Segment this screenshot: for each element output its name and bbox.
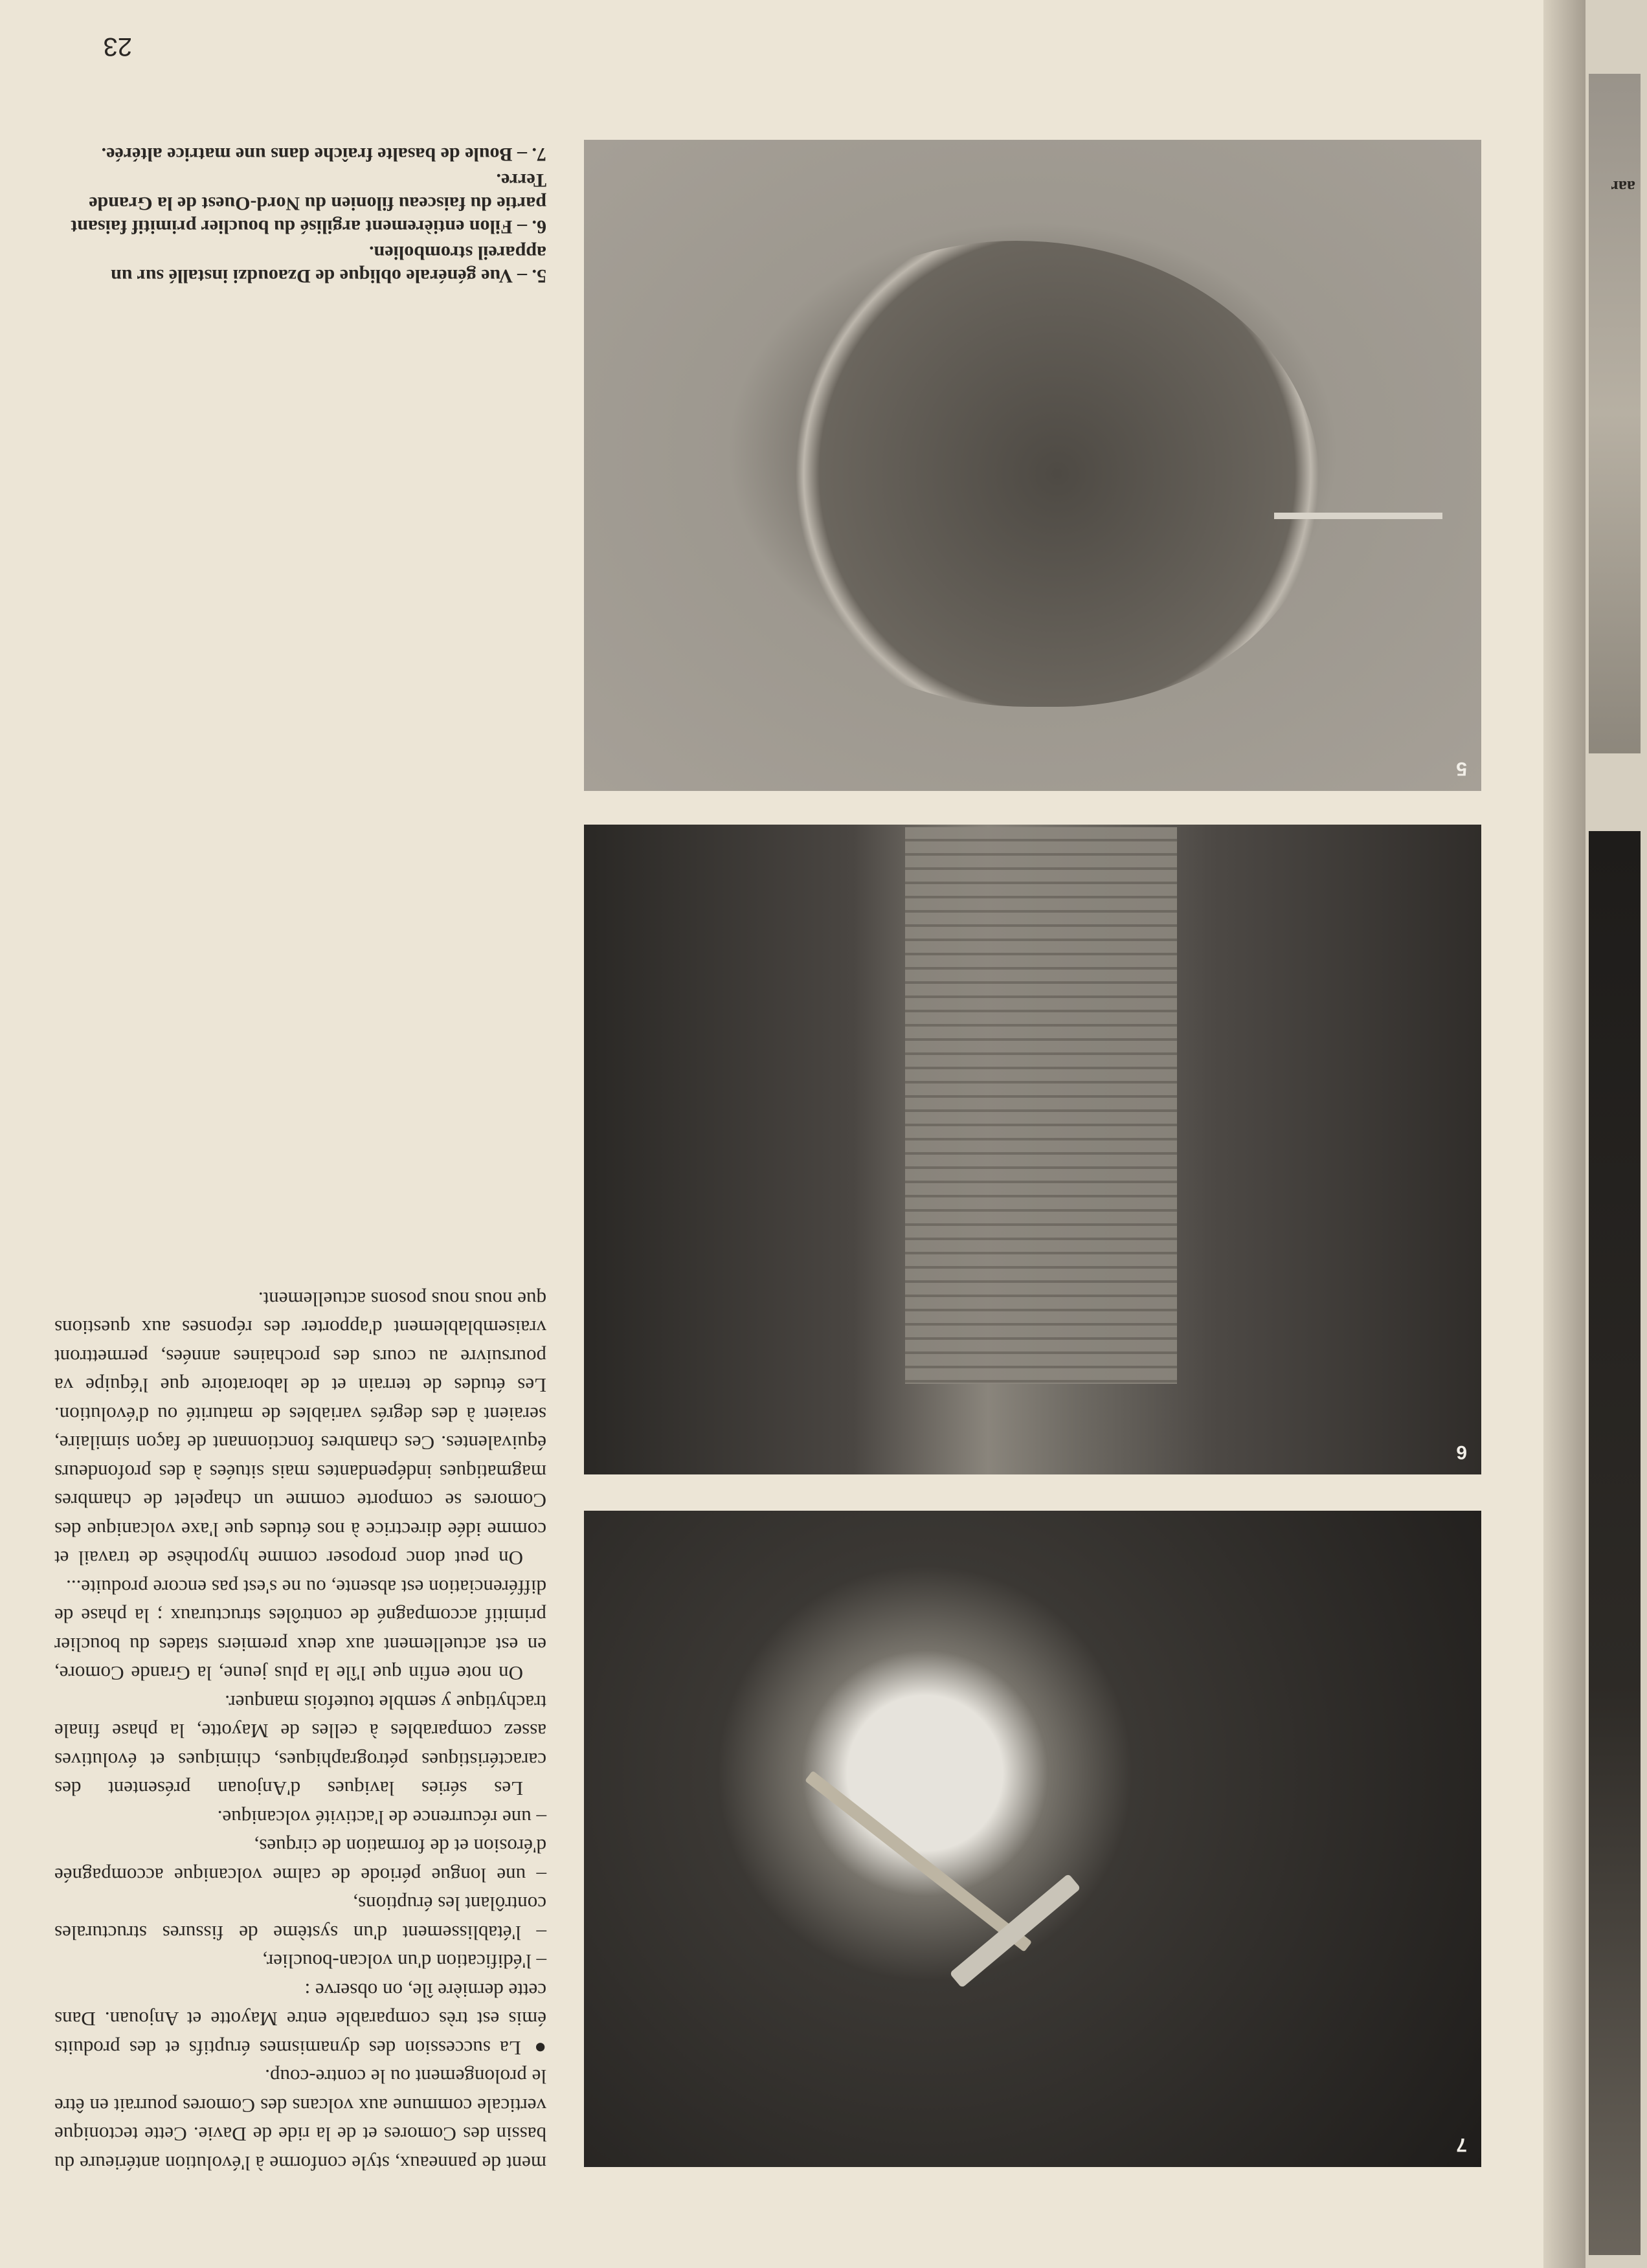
photo-clay-dike	[584, 825, 1481, 1474]
caption: 5. – Vue générale oblique de Dzaoudzi installé sur un appareil strombolien.	[111, 242, 546, 287]
hammer-head	[949, 1873, 1081, 1988]
facing-page-photo	[1589, 831, 1641, 2255]
facing-page-text: aar	[1611, 177, 1635, 196]
photo-basalt-boulder	[584, 1511, 1481, 2167]
hammer-handle	[805, 1770, 1032, 1951]
caption: 6. – Filon entièrement argilisé du bouclier primitif faisant partie du faisceau filonien du Nord-Ouest de la Grande Terre.	[71, 170, 546, 238]
facing-page-photo	[1589, 74, 1641, 753]
paragraph-bullet: ● La succession des dynamismes éruptifs et des produits émis est très comparable entre Mayotte et Anjouan. Dans cette dernière île, on observe :	[54, 1976, 546, 2063]
facing-page-edge	[1585, 0, 1647, 2268]
paragraph: On note enfin que l'île la plus jeune, la Grande Comore, en est actuellement aux deux premiers stades du bouclier primitif accompagné de contrôles structuraux ; la phase de différenciation est absente, ou ne s'est pas encore produite...	[54, 1576, 546, 1685]
body-text-column	[54, 1285, 546, 2178]
paragraph: Les séries laviques d'Anjouan présentent des caractéristiques pétrographiques, chimiques et évolutives assez comparables à celles de Mayotte, la phase finale trachytique y semble toutefois manquer.	[54, 1691, 546, 1801]
photo-number: 5	[1456, 758, 1467, 779]
caption: 7. – Boule de basalte fraîche dans une matrice altérée.	[101, 144, 546, 165]
paragraph: ment de panneaux, style conforme à l'évolution antérieure du bassin des Comores et de la ride de Davie. Cette tectonique verticale commune aux volcans des Comores pourrait en être le prolongement ou le contre-coup.	[54, 2065, 546, 2175]
paragraph: On peut donc proposer comme hypothèse de travail et comme idée directrice à nos études que l'axe volcanique des Comores se comporte comme un chapelet de chambres magmatiques indépendantes mais situées à des profondeurs équivalentes. Ces chambres fonctionnant de façon similaire, seraient à des degrés variables de maturité ou d'évolution. Les études de terrain et de laboratoire que l'équipe va poursuivre au cours des prochaines années, permettront vraisemblablement d'apporter des réponses aux questions que nous nous posons actuellement.	[54, 1288, 546, 1570]
photo-aerial-dzaoudzi	[584, 140, 1481, 791]
photo-number: 7	[1456, 2134, 1467, 2155]
jetty	[1274, 513, 1442, 519]
photo-number: 6	[1456, 1441, 1467, 1463]
photo-captions	[54, 140, 546, 287]
list-item: – une longue période de calme volcanique accompagnée d'érosion et de formation de cirques,	[54, 1835, 546, 1887]
dike-wall	[905, 827, 1177, 1384]
list-item: – une récurrence de l'activité volcanique.	[217, 1807, 546, 1829]
island-shape	[737, 241, 1319, 707]
list-item: – l'établissement d'un système de fissures structurales contrôlant les éruptions,	[54, 1893, 546, 1944]
list-item: – l'édification d'un volcan-bouclier,	[262, 1950, 546, 1973]
page-number: 23	[103, 32, 132, 61]
